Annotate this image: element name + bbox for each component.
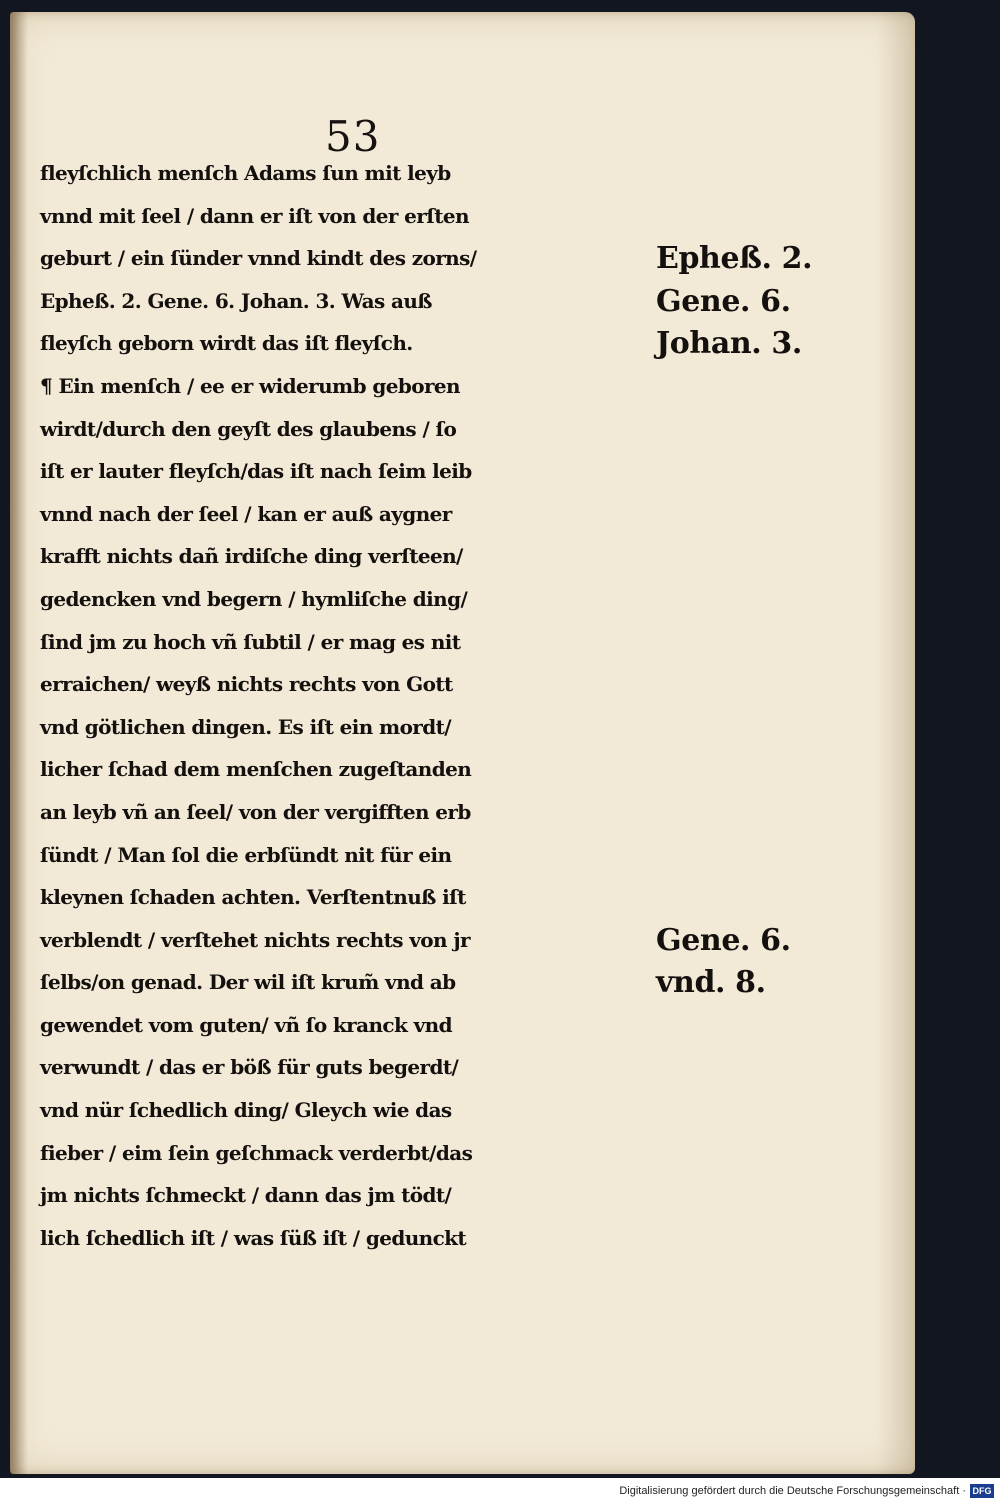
text-line: jm nichts ſchmeckt / dann das jm tödt/ bbox=[40, 1183, 452, 1208]
text-line: gewendet vom guten/ vñ ſo kranck vnd bbox=[40, 1012, 452, 1037]
text-line: vnnd nach der ſeel / kan er auß aygner bbox=[40, 501, 452, 526]
page-body-text bbox=[40, 152, 660, 1259]
text-line: krafft nichts dañ irdiſche ding verſteen/ bbox=[40, 544, 463, 569]
text-line: geburt / ein ſünder vnnd kindt des zorns/ bbox=[40, 246, 477, 271]
page-edge-shadow bbox=[875, 12, 915, 1474]
text-line: kleynen ſchaden achten. Verſtentnuß iſt bbox=[40, 885, 466, 910]
footer-bar bbox=[0, 1478, 1000, 1505]
margin-note: Gene. 6. bbox=[656, 283, 791, 319]
footer-credit: Digitalisierung gefördert durch die Deutsche Forschungsgemeinschaft · bbox=[619, 1485, 966, 1497]
text-line: lich ſchedlich iſt / was ſüß iſt / gedunckt bbox=[40, 1225, 467, 1250]
text-line: gedencken vnd begern / hymliſche ding/ bbox=[40, 586, 468, 611]
text-line: ſelbs/on genad. Der wil iſt krum̃ vnd ab bbox=[40, 970, 456, 995]
text-line: vnd nür ſchedlich ding/ Gleych wie das bbox=[40, 1098, 452, 1123]
text-line: an leyb vñ an ſeel/ von der vergifften erb bbox=[40, 799, 471, 824]
text-line: iſt er lauter fleyſch/das iſt nach ſeim leib bbox=[40, 459, 472, 484]
text-line: vnd götlichen dingen. Es iſt ein mordt/ bbox=[40, 714, 451, 739]
text-line: fleyſch geborn wirdt das iſt fleyſch. bbox=[40, 331, 413, 356]
text-line: verblendt / verſtehet nichts rechts von jr bbox=[40, 927, 470, 952]
text-line: wirdt/durch den geyſt des glaubens / ſo bbox=[40, 416, 457, 441]
text-line: erraichen/ weyß nichts rechts von Gott bbox=[40, 672, 453, 697]
margin-note: Johan. 3. bbox=[656, 326, 802, 362]
text-line: fieber / eim ſein geſchmack verderbt/das bbox=[40, 1140, 473, 1165]
text-line: fleyſchlich menſch Adams ſun mit leyb bbox=[40, 161, 451, 185]
text-line: vnnd mit ſeel / dann er iſt von der erſten bbox=[40, 203, 469, 228]
margin-note: Epheß. 2. bbox=[656, 241, 813, 277]
dfg-logo: DFG bbox=[970, 1484, 994, 1498]
page-number: 53 bbox=[325, 112, 381, 161]
text-line: ſind jm zu hoch vñ ſubtil / er mag es nit bbox=[40, 629, 461, 654]
text-line: verwundt / das er böß für guts begerdt/ bbox=[40, 1055, 459, 1080]
page-gutter-shadow bbox=[10, 12, 28, 1474]
text-line: licher ſchad dem menſchen zugeſtanden bbox=[40, 757, 472, 782]
text-line: ſündt / Man ſol die erbſündt nit für ein bbox=[40, 842, 452, 867]
text-line: Epheß. 2. Gene. 6. Johan. 3. Was auß bbox=[40, 288, 432, 313]
margin-note: Gene. 6. bbox=[656, 922, 791, 958]
text-line: ¶ Ein menſch / ee er widerumb geboren bbox=[40, 373, 460, 398]
margin-note: vnd. 8. bbox=[656, 965, 766, 1001]
